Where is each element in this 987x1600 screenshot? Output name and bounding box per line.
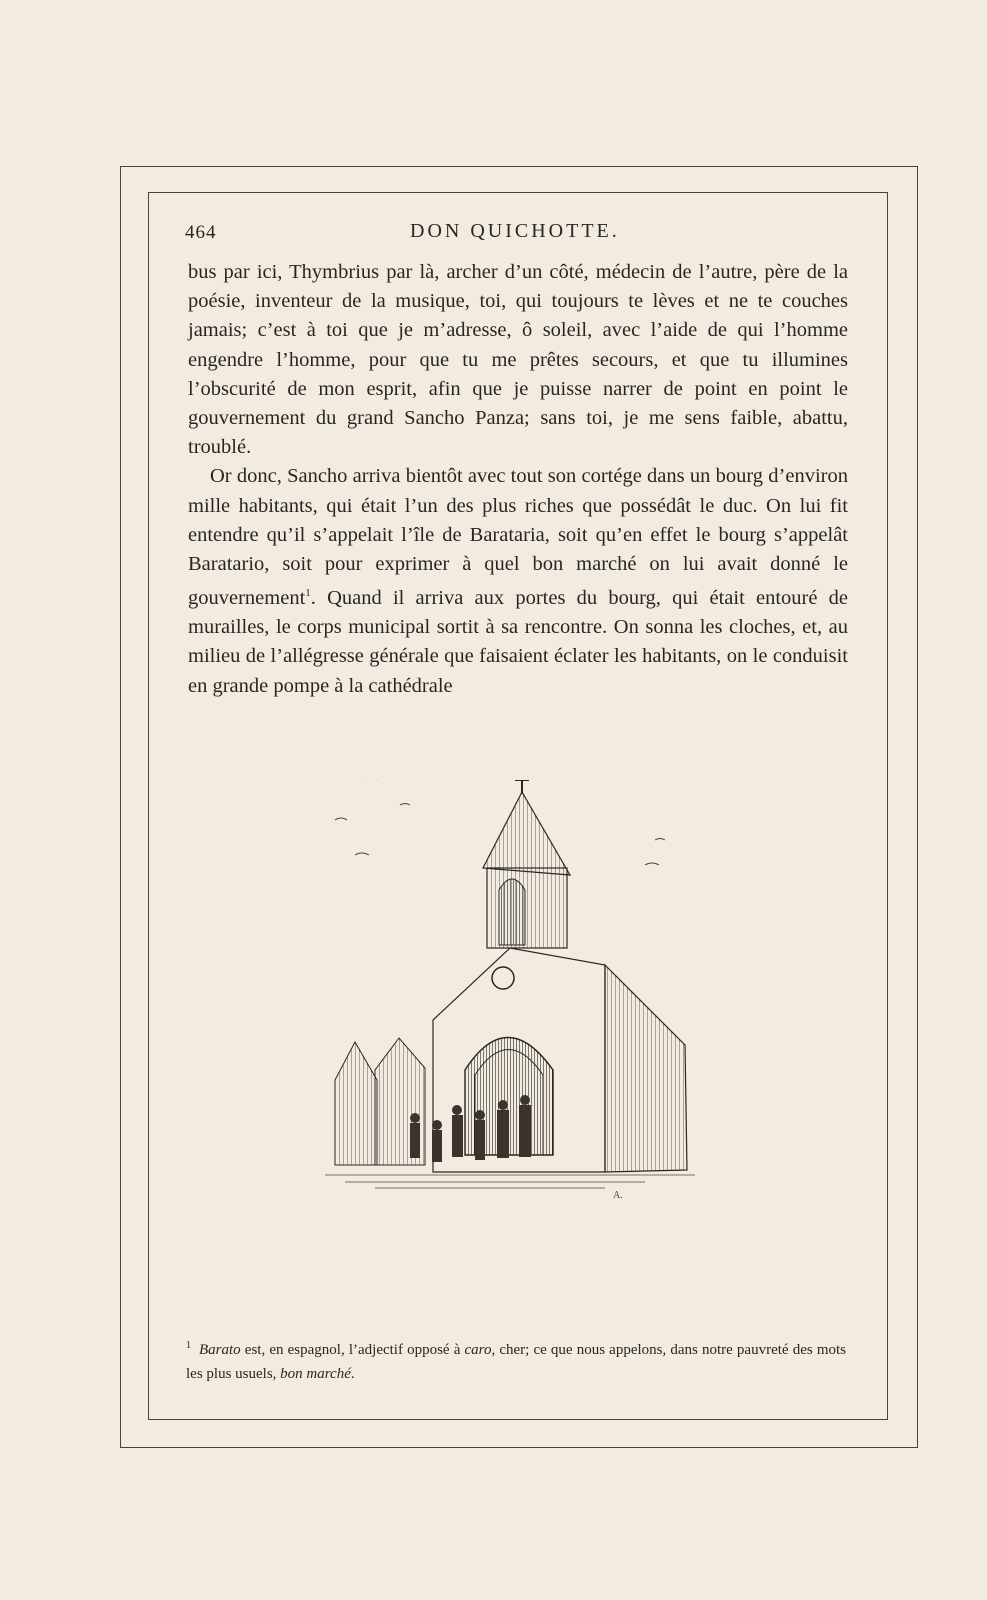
paragraph: bus par ici, Thymbrius par là, archer d’un côté, médecin de l’autre, père de la poésie, inventeur de la musique, toi, qui toujours te lèves et ne te couches jamais; c’est à toi que je m’adresse, ô soleil, avec l’aide de qui l’homme engendre l’homme, pour que tu me prêtes secours, et que tu illumines l’obscurité de mon esprit, afin que je puisse narrer de point en point le gouvernement du grand Sancho Panza; sans toi, je me sens faible, abattu, troublé. xyxy=(188,261,848,459)
tower-roof xyxy=(483,792,570,875)
nave-side xyxy=(605,965,687,1172)
running-title: DON QUICHOTTE. xyxy=(410,220,620,242)
footnote xyxy=(186,1334,846,1386)
church-illustration xyxy=(315,780,705,1240)
paragraph-text: . Quand il arriva aux portes du bourg, qui était entouré de murailles, le corps municipal sortit à sa rencontre. On sonna les cloches, et, au milieu de l’allégresse générale que faisaient éclater les habitants, on le conduisit en grande pompe à la cathédrale xyxy=(188,587,848,697)
footnote-reference[interactable]: 1 xyxy=(305,587,311,600)
page-header xyxy=(185,218,845,248)
footnote-text: . xyxy=(350,1366,355,1382)
footnote-mark: 1 xyxy=(186,1340,191,1351)
footnote-text: est, en espagnol, l’adjectif opposé à xyxy=(240,1342,465,1358)
tower-opening xyxy=(499,879,525,945)
footnote-term: caro, xyxy=(464,1342,496,1358)
footnote-term: bon marché xyxy=(280,1366,351,1382)
page-number: 464 xyxy=(185,222,217,243)
ground xyxy=(325,1175,695,1188)
engraver-signature: A. xyxy=(613,1190,623,1201)
footnote-text: cher; ce que nous appelons, dans notre pauvreté des mots les plus usuels, xyxy=(186,1342,846,1382)
body-text xyxy=(188,258,848,701)
paragraph-text: Or donc, Sancho arriva bientôt avec tout son cortége dans un bourg d’environ mille habitants, qui était l’un des plus riches que possédât le duc. On lui fit entendre qu’il s’appelait l’île de Barataria, soit qu’en effet le bourg s’appelât Baratario, soit pour exprimer à quel bon marché on lui avait donné le gouvernement xyxy=(188,465,848,610)
paragraph xyxy=(188,462,848,700)
footnote-term: Barato xyxy=(199,1342,241,1358)
